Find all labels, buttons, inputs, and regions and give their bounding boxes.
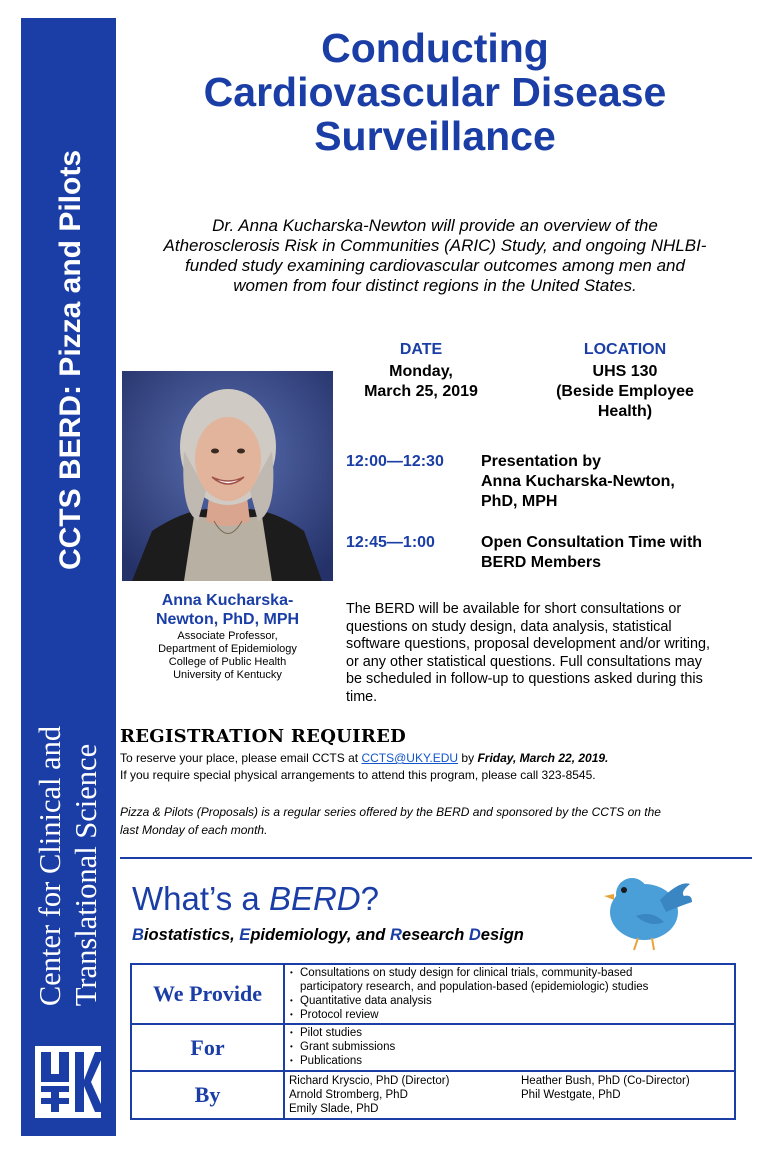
acronym-rest: esearch [401,926,469,944]
schedule-desc-line: Anna Kucharska-Newton, [481,473,675,490]
location-line: Health) [597,403,653,420]
berd-services-table [130,963,736,1120]
list-item: • Protocol review [289,1008,734,1022]
schedule-time-1: 12:00—12:30 [346,453,444,470]
date-line: Monday, [389,363,453,380]
speaker-info-line: Associate Professor, [177,630,278,642]
team-member: Heather Bush, PhD (Co-Director) [521,1075,690,1087]
title-line1: Conducting [321,25,549,71]
acronym-rest: pidemiology, and [250,926,390,944]
whats-berd-word: BERD [268,880,361,917]
acronym-cap: R [389,926,402,944]
section-divider [120,857,752,859]
title-line3: Surveillance [314,113,556,159]
registration-line-1 [120,751,608,765]
speaker-name-line: Newton, PhD, MPH [155,611,300,628]
sidebar-center-line1: Center for Clinical and [33,725,67,1007]
table-content-we-provide [289,965,734,1023]
table-content-for [289,1025,734,1070]
acronym-rest: iostatistics, [143,926,240,944]
speaker-photo [122,371,333,581]
page-title [120,26,750,158]
table-row-by [132,1072,734,1118]
schedule-desc-1 [481,452,756,512]
berd-paragraph-line: questions on study design, data analysis, statistical [346,618,672,635]
team-member: Richard Kryscio, PhD (Director) [289,1075,450,1087]
title-line2: Cardiovascular Disease [203,69,667,115]
list-item: • Consultations on study design for clinical trials, community-based [289,966,734,980]
berd-paragraph-line: or any other statistical questions. Full consultations may [346,653,702,670]
berd-paragraph-line: time. [346,688,378,705]
uk-logo-icon [35,1046,101,1118]
list-item: • Publications [289,1054,734,1068]
acronym-cap: D [468,926,481,944]
list-item: • Quantitative data analysis [289,994,734,1008]
team-member: Emily Slade, PhD [289,1103,379,1115]
list-item: • Pilot studies [289,1026,734,1040]
date-label: DATE [399,341,443,358]
table-label-we-provide: We Provide [132,965,285,1023]
location-line: UHS 130 [592,363,658,380]
speaker-info-line: Department of Epidemiology [158,643,297,655]
intro-line: Dr. Anna Kucharska-Newton will provide an overview of the [212,216,658,235]
berd-paragraph-line: The BERD will be available for short consultations or [346,601,682,617]
bluebird-icon [600,870,694,952]
series-note-line: Pizza & Pilots (Proposals) is a regular series offered by the BERD and sponsored by the CCTS on the [120,805,661,819]
schedule-desc-line: BERD Members [481,554,602,571]
schedule-time-2: 12:45—1:00 [346,534,435,551]
intro-line: funded study examining cardiovascular outcomes among men and [185,256,685,275]
whats-berd-heading [132,880,379,918]
acronym-cap: B [132,926,144,944]
intro-line: Atherosclerosis Risk in Communities (ARIC) Study, and ongoing NHLBI- [163,236,707,255]
speaker-name [120,591,335,629]
date-value [346,362,496,402]
acronym-cap: E [239,926,251,944]
table-label-by: By [132,1072,285,1118]
sidebar-band [21,18,116,1136]
intro-paragraph [120,216,750,296]
location-line: (Beside Employee [556,383,694,400]
acronym-rest: esign [480,926,524,944]
table-row-for [132,1025,734,1072]
speaker-affiliation [120,630,335,682]
speaker-name-line: Anna Kucharska- [161,592,294,609]
location-value [530,362,720,422]
whats-berd-suffix: ? [360,880,379,917]
speaker-photo-illustration [122,371,333,581]
schedule-desc-line: Presentation by [481,453,602,470]
speaker-info-line: College of Public Health [168,656,287,668]
registration-line-2: If you require special physical arrangements to attend this program, please call 323-8545. [120,768,596,782]
sidebar-vertical-title: CCTS BERD: Pizza and Pilots [54,149,87,571]
registration-deadline: Friday, March 22, 2019. [477,751,609,765]
whats-berd-prefix: What’s a [132,880,269,917]
schedule-desc-2 [481,533,756,573]
team-member: Phil Westgate, PhD [521,1089,621,1101]
registration-text: by [458,751,478,765]
berd-acronym-expansion [132,926,524,945]
list-item: • Grant submissions [289,1040,734,1054]
berd-paragraph-line: be scheduled in follow-up to questions asked during this [346,671,703,687]
registration-email-link[interactable]: CCTS@UKY.EDU [361,751,459,765]
berd-paragraph-line: software questions, proposal development and/or writing, [346,636,710,652]
date-line: March 25, 2019 [364,383,478,400]
registration-heading: REGISTRATION REQUIRED [120,726,407,747]
schedule-desc-line: Open Consultation Time with [481,534,703,551]
list-item-continuation: participatory research, and population-based (epidemiologic) studies [300,981,649,993]
berd-availability-paragraph [346,601,756,706]
table-label-for: For [132,1025,285,1070]
location-label: LOCATION [583,341,667,358]
registration-text: To reserve your place, please email CCTS at [120,751,362,765]
speaker-info-line: University of Kentucky [173,669,282,681]
series-note [120,803,750,839]
team-member: Arnold Stromberg, PhD [289,1089,408,1101]
table-row-we-provide [132,965,734,1025]
intro-line: women from four distinct regions in the United States. [233,276,637,295]
sidebar-center-name [32,726,104,1006]
sidebar-center-line2: Translational Science [69,743,103,1007]
series-note-line: last Monday of each month. [120,823,268,837]
schedule-desc-line: PhD, MPH [481,493,558,510]
